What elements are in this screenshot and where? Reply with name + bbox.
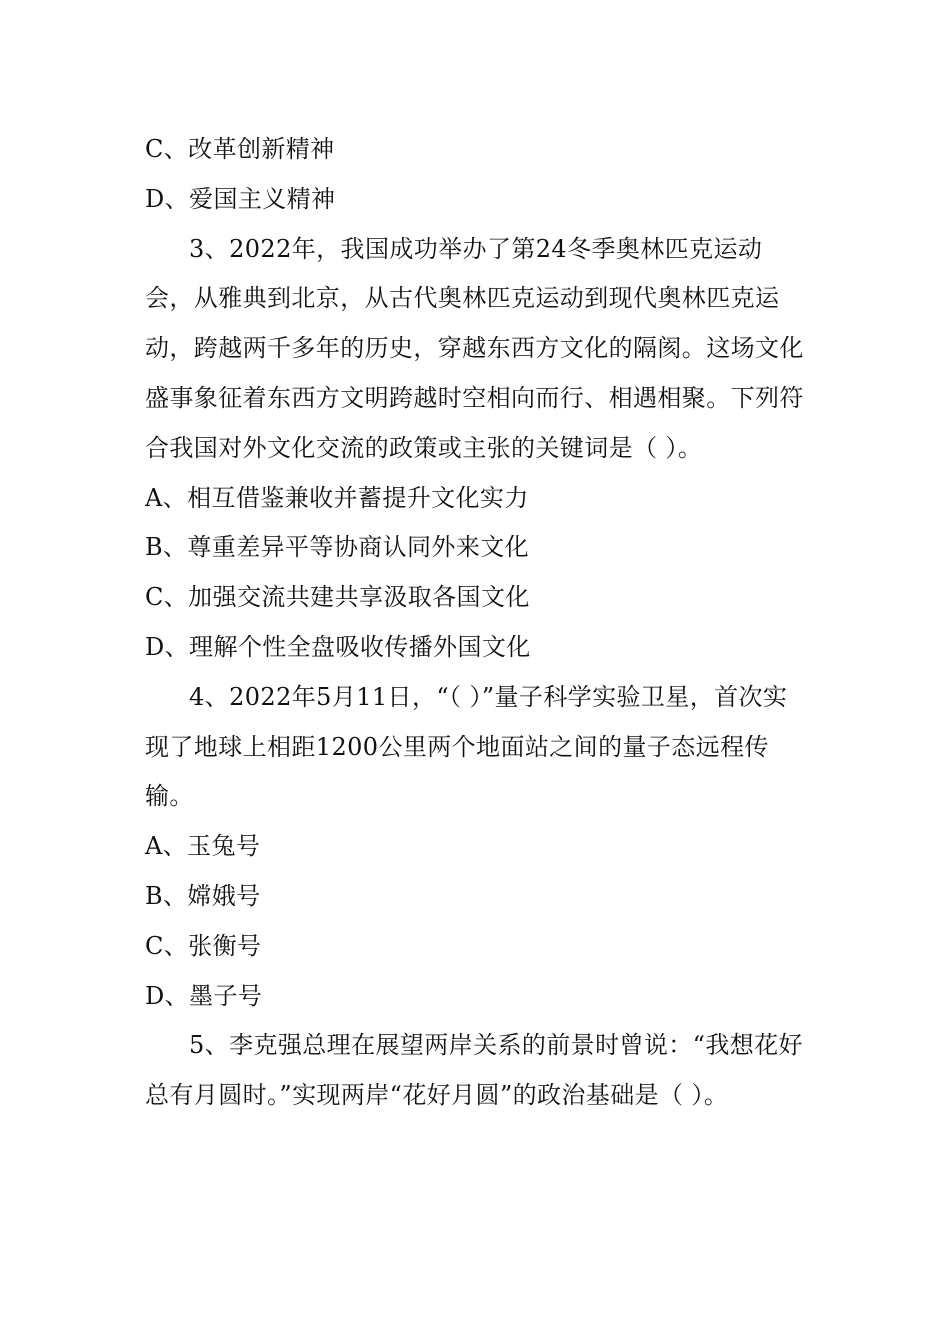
q2-option-d: D、爱国主义精神 [145,184,336,213]
q5-stem: 5、李克强总理在展望两岸关系的前景时曾说：“我想花好总有月圆时。”实现两岸“花好月圆”的政治基础是（ ）。 [145,1031,803,1110]
q3-option-a: A、相互借鉴兼收并蓄提升文化实力 [145,483,529,512]
q2-option-c: C、改革创新精神 [145,135,335,163]
document-body [145,125,810,1121]
q4-option-c: C、张衡号 [145,931,262,960]
q3-option-d: D、理解个性全盘吸收传播外国文化 [145,632,531,661]
q3-option-b: B、尊重差异平等协商认同外来文化 [145,533,530,562]
q4-stem: 4、2022年5月11日，“（ ）”量子科学实验卫星，首次实现了地球上相距1200公里两个地面站之间的量子态远程传输。 [145,682,788,811]
q4-option-b: B、嫦娥号 [145,881,261,910]
q3-stem: 3、2022年，我国成功举办了第24冬季奥林匹克运动会，从雅典到北京，从古代奥林匹克运动到现代奥林匹克运动，跨越两千多年的历史，穿越东西方文化的隔阂。这场文化盛事象征着东西方文明跨越时空相向而行、相遇相聚。下列符合我国对外文化交流的政策或主张的关键词是（ ）。 [145,234,804,462]
q4-option-a: A、玉兔号 [145,832,261,861]
q3-option-c: C、加强交流共建共享汲取各国文化 [145,583,530,612]
q4-option-d: D、墨子号 [145,981,263,1010]
